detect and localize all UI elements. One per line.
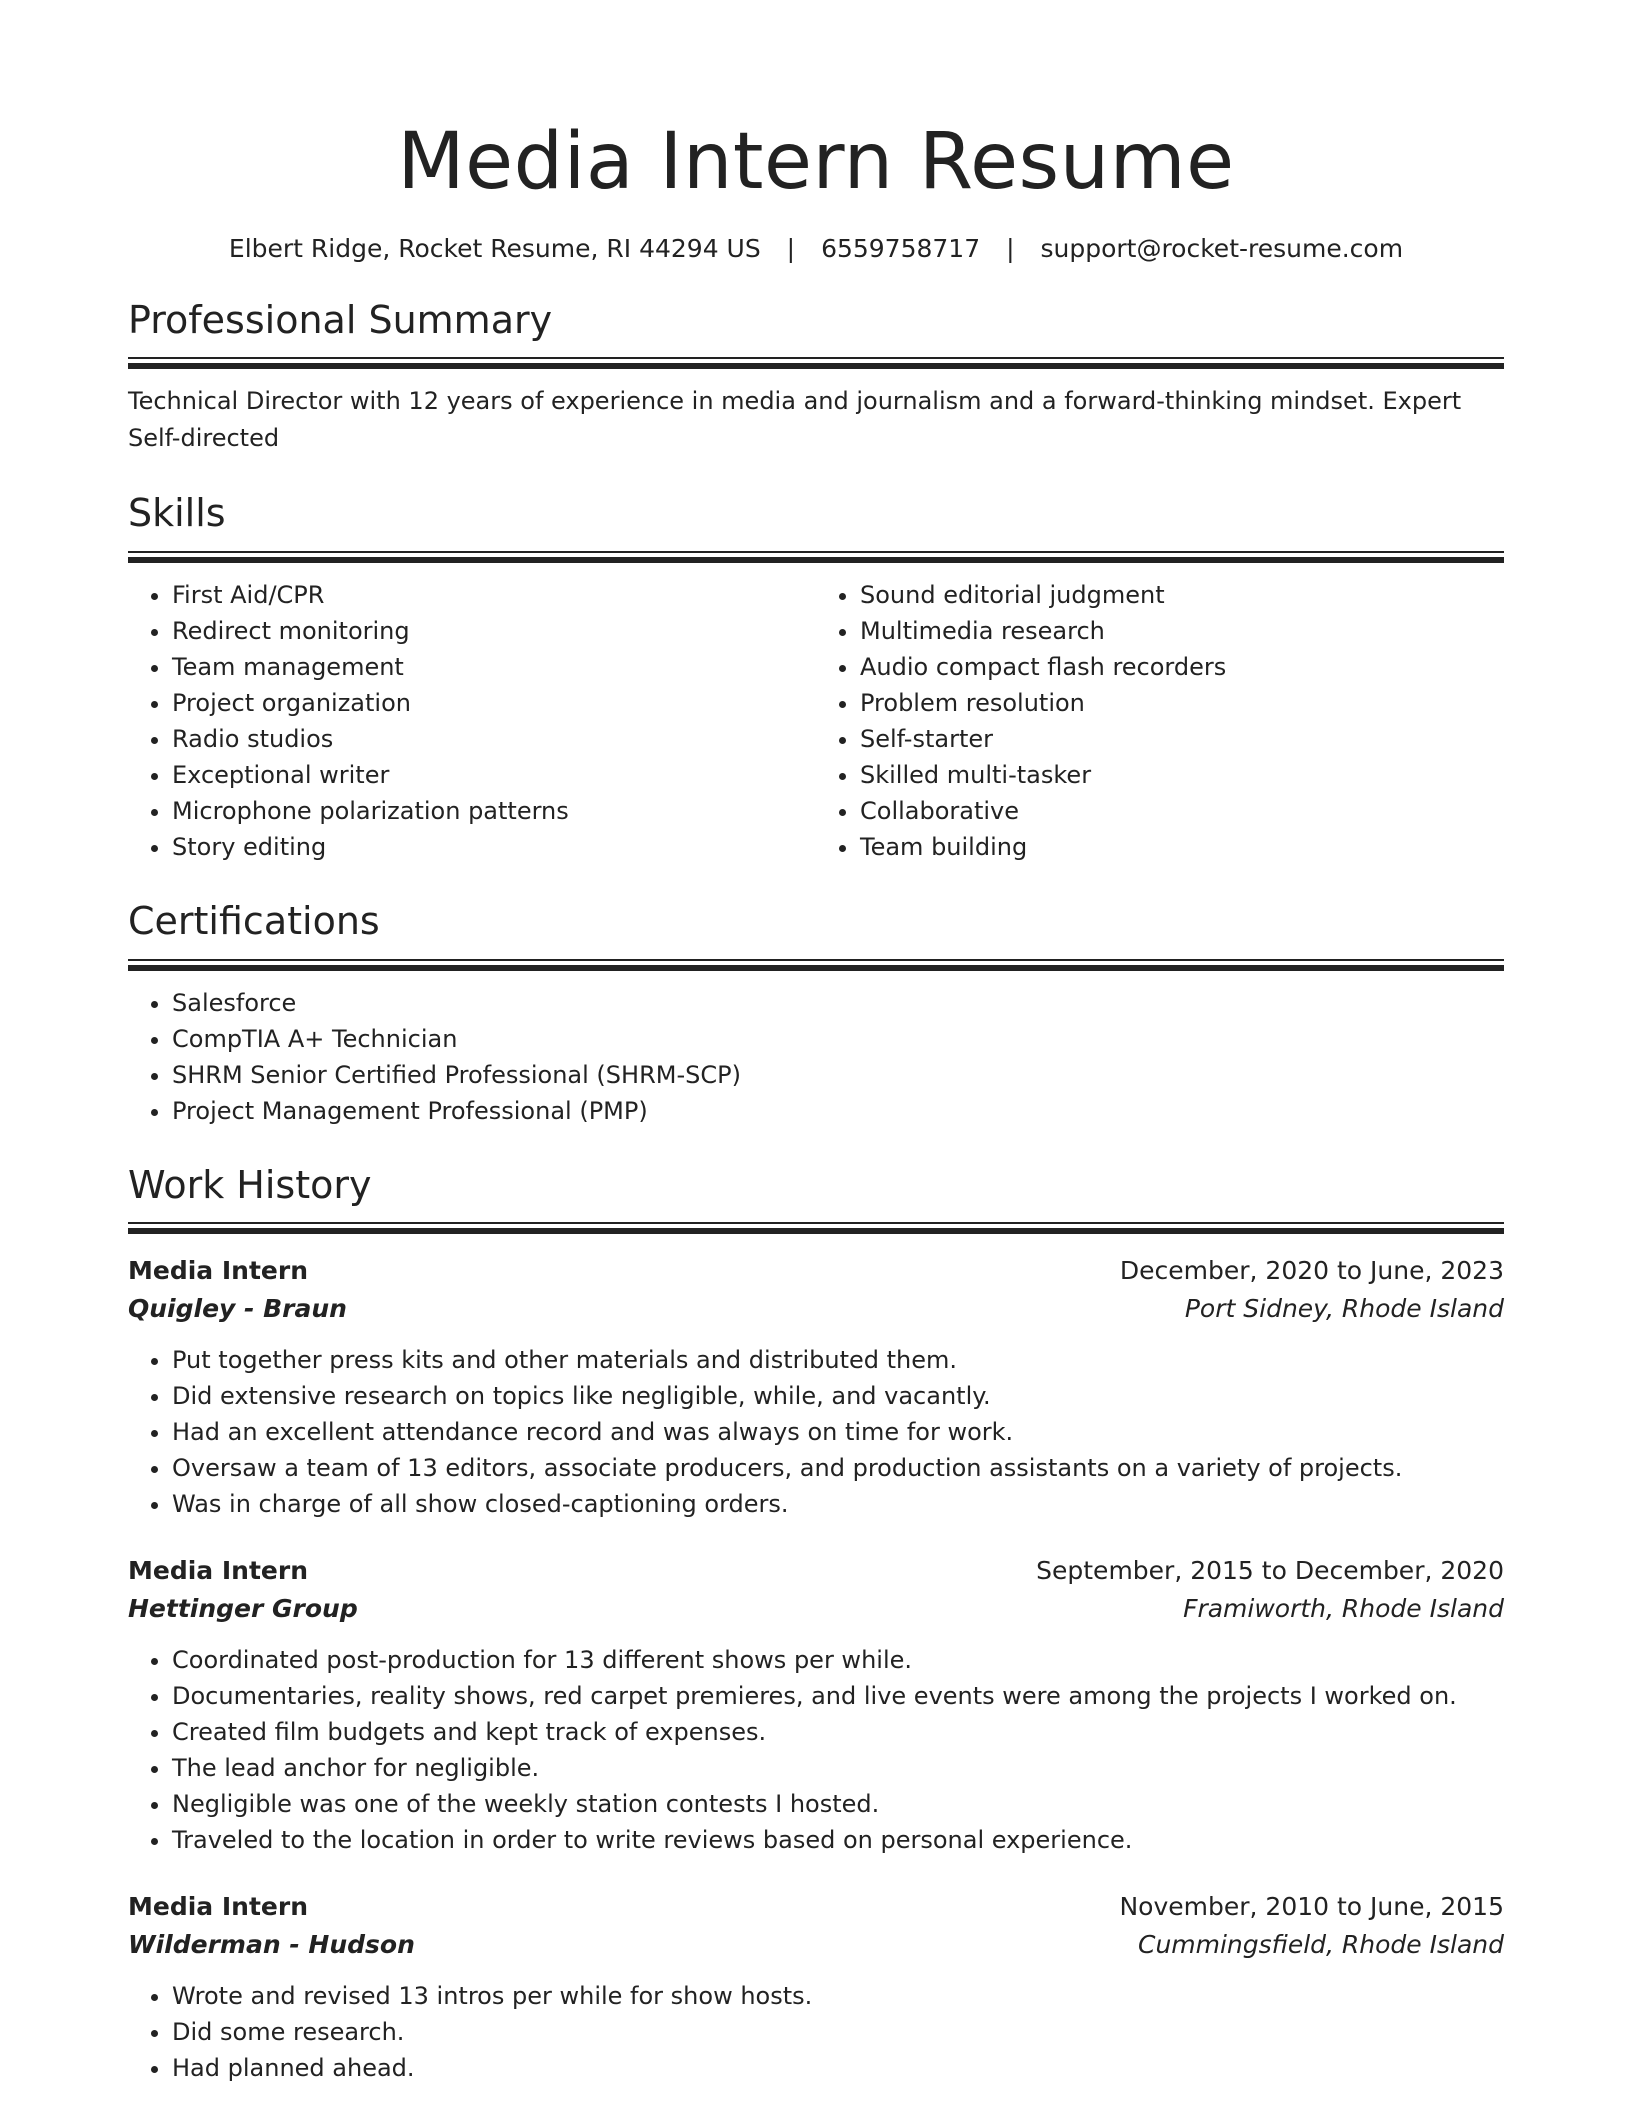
job-bullets — [128, 1342, 1504, 1522]
section-divider — [128, 551, 1504, 563]
section-heading-certifications: Certifications — [128, 898, 380, 943]
job-company: Wilderman - Hudson — [128, 1930, 415, 1960]
job-bullet: • Traveled to the location in order to write reviews based on personal experience. — [172, 1822, 1504, 1858]
job-bullet: • Documentaries, reality shows, red carpet premieres, and live events were among the projects I worked on. — [172, 1678, 1504, 1714]
contact-separator: | — [1006, 233, 1015, 263]
skill-item: • Radio studios — [172, 721, 816, 757]
job-dates: September, 2015 to December, 2020 — [1036, 1556, 1504, 1586]
job-bullet: • Had planned ahead. — [172, 2050, 1504, 2086]
summary-text: Technical Director with 12 years of experience in media and journalism and a forward-thinking mindset. Expert Self-directed — [128, 387, 1462, 453]
section-divider — [128, 959, 1504, 971]
job-location: Port Sidney, Rhode Island — [1184, 1294, 1504, 1324]
job-company: Hettinger Group — [128, 1594, 358, 1624]
work-history-section — [128, 1163, 1504, 2087]
job-dates: December, 2020 to June, 2023 — [1119, 1256, 1504, 1286]
skill-item: • Team building — [860, 829, 1504, 865]
job-bullet: • Had an excellent attendance record and was always on time for work. — [172, 1414, 1504, 1450]
job-title: Media Intern — [128, 1556, 309, 1586]
contact-address: Elbert Ridge, Rocket Resume, RI 44294 US — [228, 233, 761, 263]
job-location: Cummingsfield, Rhode Island — [1137, 1930, 1504, 1960]
job-company-row — [128, 1926, 1504, 1964]
job-entry — [128, 1888, 1504, 2086]
job-bullet: • The lead anchor for negligible. — [172, 1750, 1504, 1786]
job-company: Quigley - Braun — [128, 1294, 347, 1324]
skill-item: • Self-starter — [860, 721, 1504, 757]
skills-list-right — [816, 577, 1504, 865]
section-heading-skills: Skills — [128, 491, 226, 536]
job-company-row — [128, 1590, 1504, 1628]
skill-item: • Story editing — [172, 829, 816, 865]
job-bullet: • Coordinated post-production for 13 different shows per while. — [172, 1642, 1504, 1678]
certification-item: • Project Management Professional (PMP) — [172, 1093, 1504, 1129]
job-bullet: • Did some research. — [172, 2014, 1504, 2050]
job-entry — [128, 1552, 1504, 1858]
job-bullet: • Created film budgets and kept track of expenses. — [172, 1714, 1504, 1750]
skill-item: • Problem resolution — [860, 685, 1504, 721]
skill-item: • Redirect monitoring — [172, 613, 816, 649]
skills-list-left — [128, 577, 816, 865]
certification-item: • CompTIA A+ Technician — [172, 1021, 1504, 1057]
skills-grid — [128, 577, 1504, 865]
job-bullet: • Wrote and revised 13 intros per while for show hosts. — [172, 1978, 1504, 2014]
certifications-section — [128, 899, 1504, 1129]
summary-section — [128, 298, 1504, 458]
contact-email[interactable]: support@rocket-resume.com — [1040, 233, 1404, 263]
certification-item: • Salesforce — [172, 985, 1504, 1021]
job-header-row — [128, 1252, 1504, 1290]
contact-separator: | — [786, 233, 796, 263]
section-divider — [128, 1222, 1504, 1234]
skill-item: • Audio compact flash recorders — [860, 649, 1504, 685]
job-bullet: • Put together press kits and other materials and distributed them. — [172, 1342, 1504, 1378]
section-heading-summary: Professional Summary — [128, 297, 553, 342]
page-title: Media Intern Resume — [397, 117, 1235, 207]
certifications-list — [128, 985, 1504, 1129]
job-bullet: • Did extensive research on topics like negligible, while, and vacantly. — [172, 1378, 1504, 1414]
job-bullet: • Oversaw a team of 13 editors, associate producers, and production assistants on a variety of projects. — [172, 1450, 1504, 1486]
skill-item: • Multimedia research — [860, 613, 1504, 649]
job-header-row — [128, 1552, 1504, 1590]
job-bullets — [128, 1642, 1504, 1858]
job-dates: November, 2010 to June, 2015 — [1119, 1892, 1504, 1922]
job-title: Media Intern — [128, 1892, 309, 1922]
contact-phone: 6559758717 — [821, 233, 981, 263]
skill-item: • Microphone polarization patterns — [172, 793, 816, 829]
skill-item: • First Aid/CPR — [172, 577, 816, 613]
skill-item: • Skilled multi-tasker — [860, 757, 1504, 793]
job-bullet: • Was in charge of all show closed-captioning orders. — [172, 1486, 1504, 1522]
job-company-row — [128, 1290, 1504, 1328]
skill-item: • Sound editorial judgment — [860, 577, 1504, 613]
skills-section — [128, 491, 1504, 865]
job-header-row — [128, 1888, 1504, 1926]
job-bullet: • Negligible was one of the weekly station contests I hosted. — [172, 1786, 1504, 1822]
section-heading-work-history: Work History — [128, 1162, 372, 1207]
skill-item: • Collaborative — [860, 793, 1504, 829]
job-location: Framiworth, Rhode Island — [1183, 1594, 1504, 1624]
section-divider — [128, 357, 1504, 369]
skill-item: • Team management — [172, 649, 816, 685]
certification-item: • SHRM Senior Certified Professional (SHRM-SCP) — [172, 1057, 1504, 1093]
skill-item: • Exceptional writer — [172, 757, 816, 793]
contact-line — [128, 234, 1504, 264]
job-title: Media Intern — [128, 1256, 309, 1286]
job-entry — [128, 1252, 1504, 1522]
job-bullets — [128, 1978, 1504, 2086]
skill-item: • Project organization — [172, 685, 816, 721]
